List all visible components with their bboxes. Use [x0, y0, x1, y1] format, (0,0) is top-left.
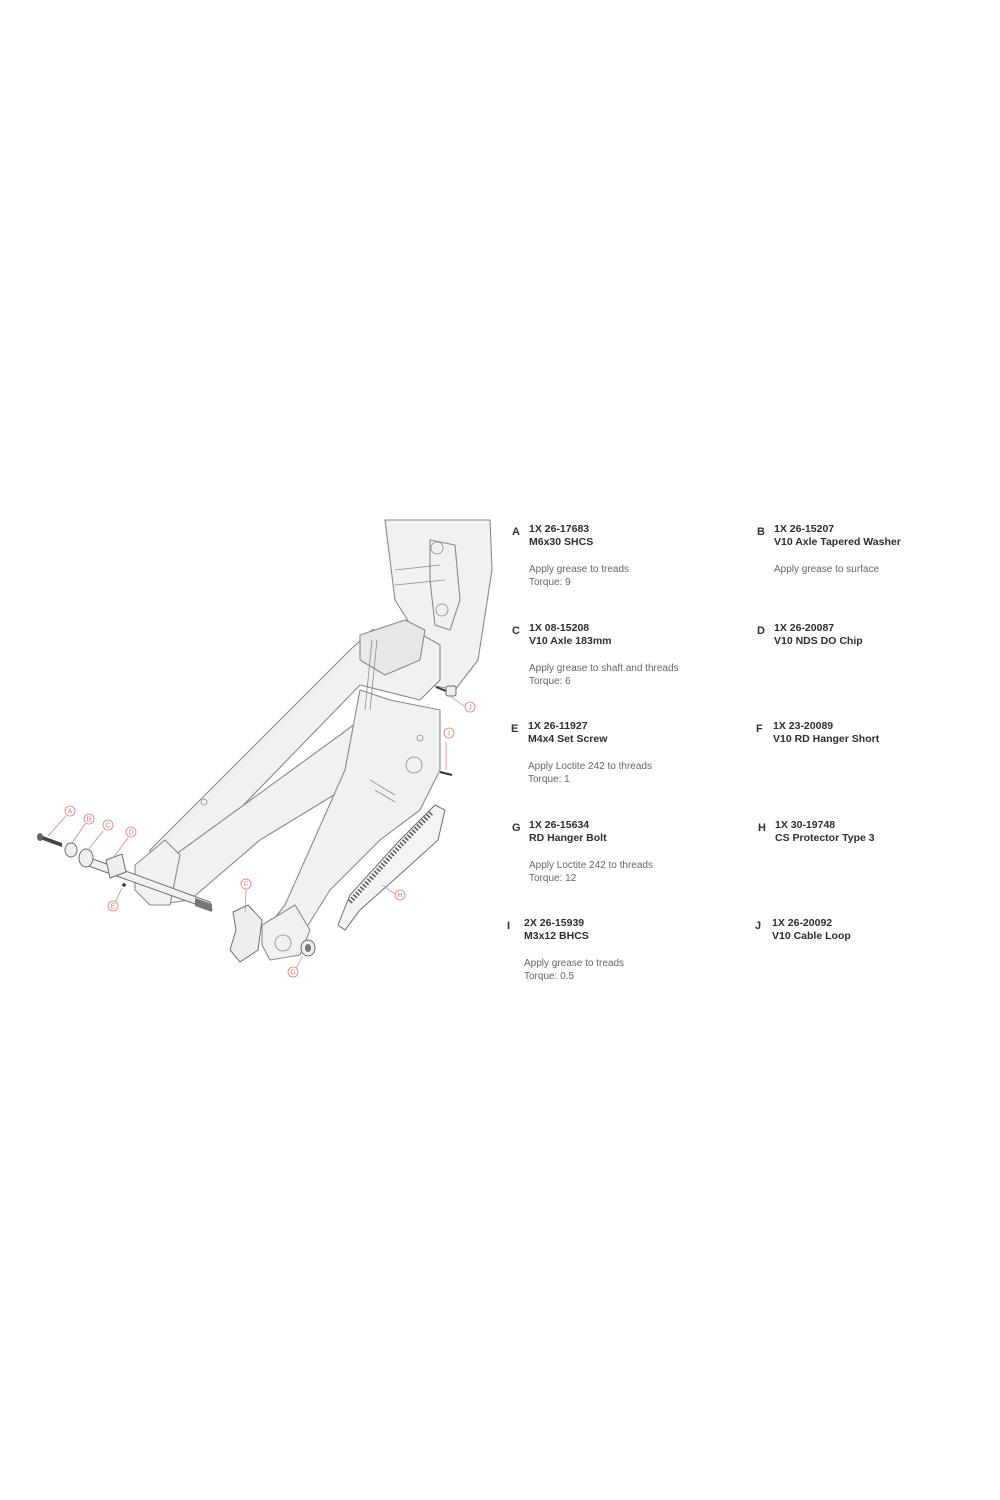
svg-text:G: G: [290, 969, 296, 977]
part-code: 1X 26-20087: [774, 622, 835, 634]
callout-e: [108, 901, 118, 911]
part-note: Apply Loctite 242 to threads: [528, 761, 652, 772]
callout-i: [444, 728, 454, 738]
part-name: V10 Axle Tapered Washer: [774, 536, 901, 548]
screw-i-bottom: [440, 772, 452, 775]
part-name: M3x12 BHCS: [524, 930, 589, 942]
cable-loop-j: [446, 686, 456, 696]
part-info: [774, 622, 994, 648]
part-name: V10 RD Hanger Short: [773, 733, 880, 745]
part-name: V10 Cable Loop: [772, 930, 851, 942]
part-info: [529, 523, 749, 589]
part-letter: C: [512, 625, 520, 637]
part-letter: F: [756, 723, 763, 735]
part-code: 1X 23-20089: [773, 720, 834, 732]
part-info: [773, 720, 993, 746]
part-info: [524, 917, 744, 983]
part-info: [528, 720, 748, 786]
part-letter: J: [755, 920, 762, 932]
part-letter: A: [512, 526, 520, 538]
part-name: M4x4 Set Screw: [528, 733, 608, 745]
callout-h: [395, 890, 405, 900]
part-code: 2X 26-15939: [524, 917, 585, 929]
part-code: 1X 26-17683: [529, 523, 590, 535]
part-name: V10 Axle 183mm: [529, 635, 612, 647]
callout-g: [288, 967, 298, 977]
exploded-frame-diagram: [0, 510, 510, 990]
part-letter: I: [507, 920, 511, 932]
part-note: Apply grease to treads: [529, 564, 630, 575]
callout-a: [65, 806, 75, 816]
part-code: 1X 26-15634: [529, 819, 590, 831]
part-name: V10 NDS DO Chip: [774, 635, 863, 647]
callout-j: [465, 702, 475, 712]
part-code: 1X 26-20092: [772, 917, 833, 929]
part-info: [529, 819, 749, 885]
callout-f: [241, 879, 251, 889]
part-letter: H: [758, 822, 766, 834]
part-info: [529, 622, 749, 688]
bolt-g: [301, 940, 315, 956]
hanger-f: [230, 905, 262, 962]
svg-text:I: I: [448, 730, 450, 738]
part-note: Torque: 12: [529, 873, 577, 884]
bolt-a: [37, 833, 62, 847]
svg-text:D: D: [128, 829, 134, 837]
svg-text:F: F: [243, 881, 249, 889]
part-notes: [524, 957, 744, 983]
svg-text:J: J: [468, 704, 472, 712]
washer-b: [65, 843, 77, 857]
svg-text:C: C: [105, 822, 111, 830]
part-note: Torque: 9: [529, 577, 571, 588]
part-code: 1X 08-15208: [529, 622, 590, 634]
part-name: RD Hanger Bolt: [529, 832, 607, 844]
part-notes: [529, 859, 749, 885]
part-note: Apply grease to surface: [774, 564, 880, 575]
part-note: Torque: 0.5: [524, 971, 575, 982]
part-letter: B: [757, 526, 765, 538]
part-notes: [528, 760, 748, 786]
part-note: Apply grease to treads: [524, 958, 625, 969]
part-letter: G: [512, 822, 521, 834]
part-note: Apply Loctite 242 to threads: [529, 860, 653, 871]
part-info: [772, 917, 992, 943]
set-screw-e: [122, 883, 126, 887]
svg-text:E: E: [110, 903, 116, 911]
part-info: [775, 819, 995, 845]
part-code: 1X 26-11927: [528, 720, 588, 732]
callout-b: [84, 814, 94, 824]
part-note: Apply grease to shaft and threads: [529, 663, 679, 674]
part-notes: [774, 563, 994, 576]
part-name: CS Protector Type 3: [775, 832, 875, 844]
part-letter: D: [757, 625, 765, 637]
svg-text:B: B: [86, 816, 92, 824]
svg-text:H: H: [397, 892, 403, 900]
part-notes: [529, 563, 749, 589]
part-note: Torque: 6: [529, 676, 571, 687]
part-info: [774, 523, 994, 576]
part-code: 1X 30-19748: [775, 819, 836, 831]
part-note: Torque: 1: [528, 774, 570, 785]
part-letter: E: [511, 723, 519, 735]
part-name: M6x30 SHCS: [529, 536, 594, 548]
part-code: 1X 26-15207: [774, 523, 835, 535]
part-notes: [529, 662, 749, 688]
callout-c: [103, 820, 113, 830]
svg-text:A: A: [67, 808, 73, 816]
callout-d: [126, 827, 136, 837]
